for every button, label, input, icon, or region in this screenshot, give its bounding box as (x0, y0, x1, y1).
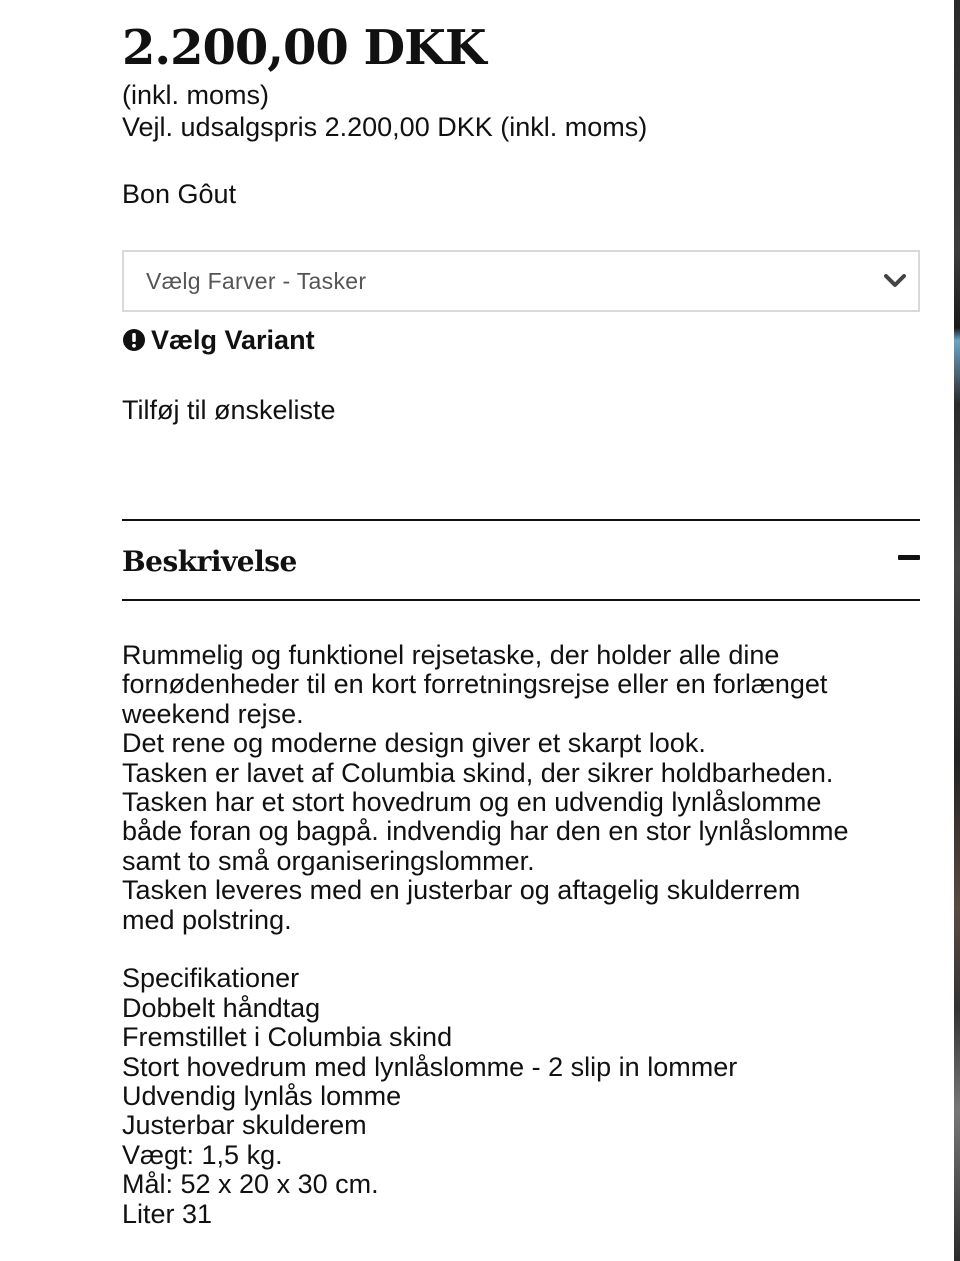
spec-item: Dobbelt håndtag (122, 992, 321, 1023)
spec-item: Liter 31 (122, 1198, 213, 1229)
add-to-wishlist-link[interactable]: Tilføj til ønskeliste (122, 395, 336, 425)
description-line: fornødenheder til en kort forretningsrejse eller en forlænget (122, 669, 828, 700)
chevron-down-icon (882, 268, 908, 294)
variant-warning (122, 324, 920, 356)
description-line: med polstring. (122, 904, 292, 935)
description-line: Rummelig og funktionel rejsetaske, der holder alle dine (122, 640, 780, 670)
spec-item: Udvendig lynlås lomme (122, 1081, 402, 1112)
variant-select-value: Vælg Farver - Tasker (146, 267, 367, 294)
product-price: 2.200,00 DKK (122, 20, 486, 76)
price-vat-note: (inkl. moms) (122, 80, 269, 110)
spec-item: Fremstillet i Columbia skind (122, 1022, 453, 1053)
description-line: Tasken er lavet af Columbia skind, der sikrer holdbarheden. (122, 757, 834, 788)
exclamation-circle-icon (122, 328, 146, 352)
specs-title: Specifikationer (122, 963, 300, 994)
recommended-retail-price: Vejl. udsalgspris 2.200,00 DKK (inkl. moms) (122, 112, 648, 142)
spacer (122, 935, 920, 964)
description-line: Tasken leveres med en justerbar og aftagelig skulderrem (122, 875, 801, 906)
variant-select[interactable] (122, 250, 920, 312)
variant-warning-text: Vælg Variant (151, 325, 315, 355)
description-line: Det rene og moderne design giver et skarpt look. (122, 728, 706, 759)
brand-name: Bon Gôut (122, 179, 237, 209)
adjacent-content-edge (954, 0, 960, 1261)
description-line: både foran og bagpå. indvendig har den en stor lynlåslomme (122, 816, 849, 847)
accordion-title: Beskrivelse (122, 544, 297, 578)
description-line: weekend rejse. (122, 698, 304, 729)
spec-item: Vægt: 1,5 kg. (122, 1139, 283, 1170)
description-line: samt to små organiseringslommer. (122, 845, 535, 876)
spec-item: Mål: 52 x 20 x 30 cm. (122, 1169, 379, 1200)
minus-icon[interactable] (898, 555, 920, 560)
spec-item: Stort hovedrum med lynlåslomme - 2 slip in lommer (122, 1051, 738, 1082)
product-details (122, 0, 920, 1229)
description-accordion-header[interactable] (122, 519, 920, 601)
description-body (122, 641, 920, 1229)
spec-item: Justerbar skulderem (122, 1110, 367, 1141)
description-line: Tasken har et stort hovedrum og en udvendig lynlåslomme (122, 787, 822, 818)
